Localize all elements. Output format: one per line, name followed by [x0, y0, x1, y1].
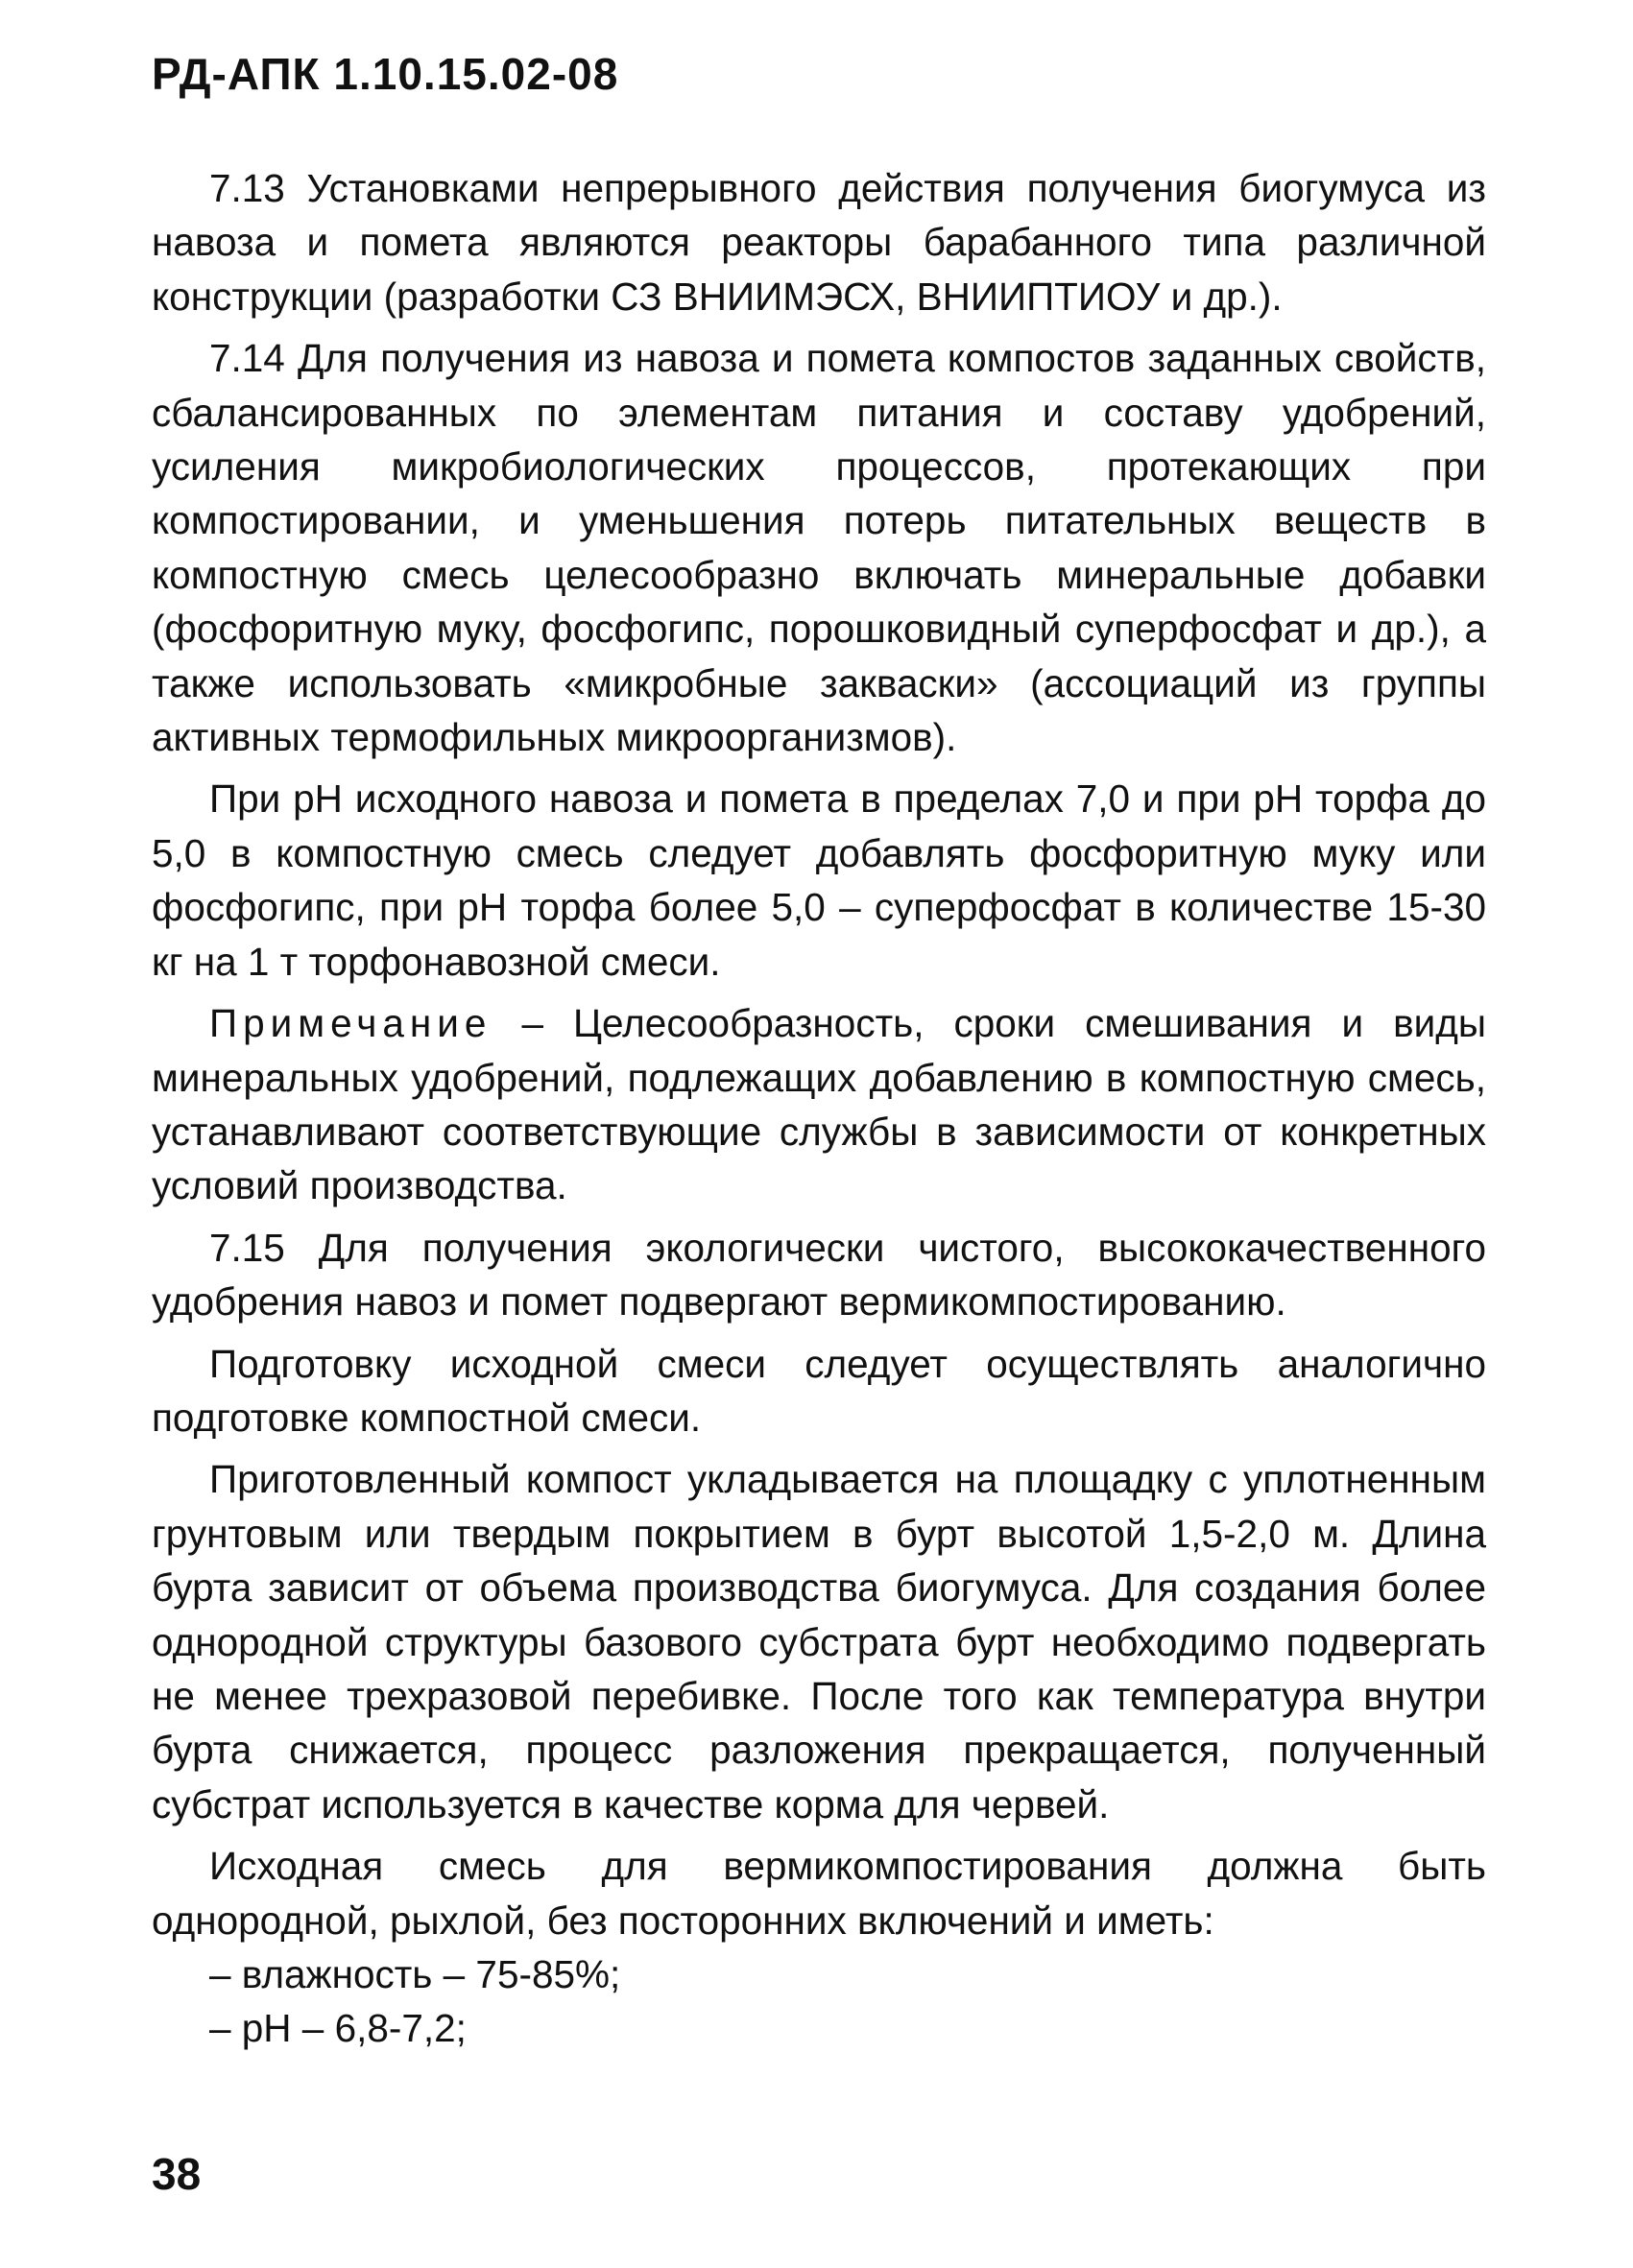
paragraph-preparation: Подготовку исходной смеси следует осуществлять аналогично подготовке компостной смеси. [152, 1341, 1486, 1440]
note-paragraph [152, 996, 1486, 1213]
list-item-ph: – pH – 6,8-7,2; [209, 2006, 467, 2051]
paragraph-ph: При pH исходного навоза и помета в пределах 7,0 и при pH торфа до 5,0 в компостную смесь следует добавлять фосфоритную муку или фосфогипс, при pH торфа более 5,0 – суперфосфат в количестве 15-30 кг на 1 т торфонавозной смеси. [152, 776, 1486, 984]
page-number: 38 [152, 2149, 202, 2199]
paragraph-compost-pile: Приготовленный компост укладывается на площадку с уплотненным грунтовым или твердым покрытием в бурт высотой 1,5-2,0 м. Длина бурта зависит от объема производства биогумуса. Для создания более однородной структуры базового субстрата бурт необходимо подвергать не менее трехразовой перебивке. После того как температура внутри бурта снижается, процесс разложения прекращается, полученный субстрат используется в качестве корма для червей. [152, 1457, 1486, 1826]
list-item-humidity: – влажность – 75-85%; [209, 1952, 621, 1996]
document-code-header: РД-АПК 1.10.15.02-08 [152, 49, 619, 99]
paragraph-7-13: 7.13 Установками непрерывного действия получения биогумуса из навоза и помета являются реакторы барабанного типа различной конструкции (разработки СЗ ВНИИМЭСХ, ВНИИПТИОУ и др.). [152, 166, 1486, 319]
paragraph-7-14: 7.14 Для получения из навоза и помета компостов заданных свойств, сбалансированных по элементам питания и составу удобрений, усиления микробиологических процессов, протекающих при компостировании, и уменьшения потерь питательных веществ в компостную смесь целесообразно включать минеральные добавки (фосфоритную муку, фосфогипс, порошковидный суперфосфат и др.), а также использовать «микробные закваски» (ассоциаций из группы активных термофильных микроорганизмов). [152, 336, 1486, 760]
document-body [152, 161, 1486, 2056]
note-label: Примечание [209, 1001, 492, 1046]
note-text: – Целесообразность, сроки смешивания и виды минеральных удобрений, подлежащих добавлению в компостную смесь, устанавливают соответствующие службы в зависимости от конкретных условий производства. [152, 1001, 1486, 1208]
paragraph-mixture-requirements: Исходная смесь для вермикомпостирования должна быть однородной, рыхлой, без посторонних включений и иметь: [152, 1844, 1486, 1943]
paragraph-7-15: 7.15 Для получения экологически чистого, высококачественного удобрения навоз и помет подвергают вермикомпостированию. [152, 1225, 1486, 1325]
